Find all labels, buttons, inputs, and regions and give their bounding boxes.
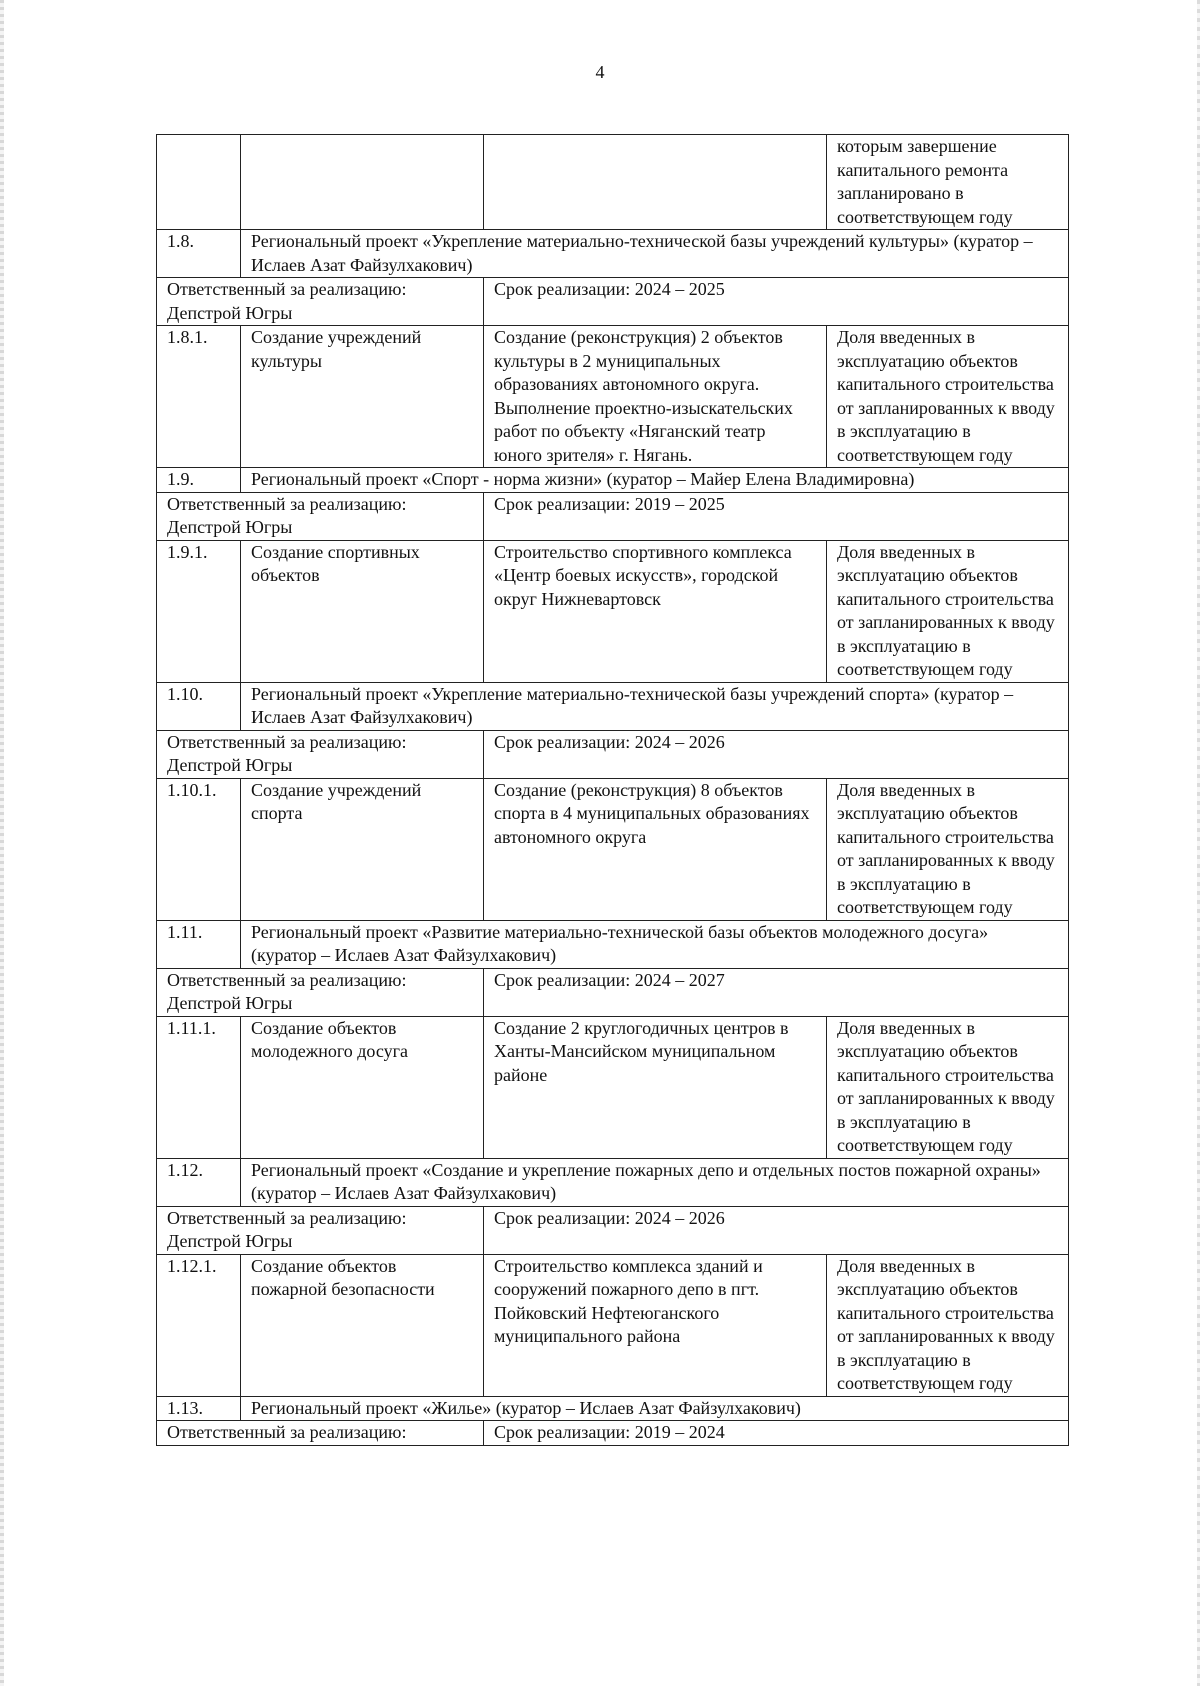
section-period: Срок реализации: 2019 – 2025 [484,492,1069,540]
item-row [157,1254,1069,1396]
page-number: 4 [595,62,605,82]
item-number: 1.11.1. [157,1016,241,1158]
item-name: Создание спортивных объектов [241,540,484,682]
item-indicator: Доля введенных в эксплуатацию объектов капитального строительства от запланированных к вводу в эксплуатацию в соответствующем году [827,1016,1069,1158]
carryover-indicator: которым завершение капитального ремонта запланировано в соответствующем году [827,135,1069,230]
section-responsible: Ответственный за реализацию: Депстрой Югры [157,492,484,540]
item-indicator: Доля введенных в эксплуатацию объектов капитального строительства от запланированных к вводу в эксплуатацию в соответствующем году [827,326,1069,468]
section-title-row [157,468,1069,493]
item-name: Создание учреждений спорта [241,778,484,920]
section-responsible: Ответственный за реализацию: Депстрой Югры [157,730,484,778]
section-title: Региональный проект «Создание и укрепление пожарных депо и отдельных постов пожарной охраны» (куратор – Ислаев Азат Файзулхакович) [241,1158,1069,1206]
section-meta-row [157,730,1069,778]
item-number: 1.9.1. [157,540,241,682]
item-description: Строительство спортивного комплекса «Центр боевых искусств», городской округ Нижневартовск [484,540,827,682]
project-table [156,134,1069,1446]
section-title: Региональный проект «Укрепление материально-технической базы учреждений спорта» (куратор – Ислаев Азат Файзулхакович) [241,682,1069,730]
section-responsible: Ответственный за реализацию: [157,1421,484,1446]
item-number: 1.10.1. [157,778,241,920]
section-title: Региональный проект «Развитие материально-технической базы объектов молодежного досуга» (куратор – Ислаев Азат Файзулхакович) [241,920,1069,968]
section-title: Региональный проект «Жилье» (куратор – Ислаев Азат Файзулхакович) [241,1396,1069,1421]
item-indicator: Доля введенных в эксплуатацию объектов капитального строительства от запланированных к вводу в эксплуатацию в соответствующем году [827,778,1069,920]
item-name: Создание объектов пожарной безопасности [241,1254,484,1396]
item-indicator: Доля введенных в эксплуатацию объектов капитального строительства от запланированных к вводу в эксплуатацию в соответствующем году [827,540,1069,682]
section-title-row [157,1396,1069,1421]
item-indicator: Доля введенных в эксплуатацию объектов капитального строительства от запланированных к вводу в эксплуатацию в соответствующем году [827,1254,1069,1396]
item-name: Создание учреждений культуры [241,326,484,468]
item-name: Создание объектов молодежного досуга [241,1016,484,1158]
section-meta-row [157,968,1069,1016]
section-number: 1.13. [157,1396,241,1421]
section-number: 1.10. [157,682,241,730]
item-row [157,540,1069,682]
item-description: Создание (реконструкция) 8 объектов спорта в 4 муниципальных образованиях автономного округа [484,778,827,920]
section-meta-row [157,278,1069,326]
section-number: 1.11. [157,920,241,968]
item-row [157,778,1069,920]
item-description: Строительство комплекса зданий и сооружений пожарного депо в пгт. Пойковский Нефтеюганского муниципального района [484,1254,827,1396]
item-row [157,1016,1069,1158]
section-meta-row [157,1206,1069,1254]
cell-empty [241,135,484,230]
section-period: Срок реализации: 2024 – 2027 [484,968,1069,1016]
section-period: Срок реализации: 2024 – 2025 [484,278,1069,326]
section-title: Региональный проект «Спорт - норма жизни» (куратор – Майер Елена Владимировна) [241,468,1069,493]
section-responsible: Ответственный за реализацию: Депстрой Югры [157,1206,484,1254]
section-title: Региональный проект «Укрепление материально-технической базы учреждений культуры» (куратор – Ислаев Азат Файзулхакович) [241,230,1069,278]
section-number: 1.9. [157,468,241,493]
carryover-row [157,135,1069,230]
section-period: Срок реализации: 2024 – 2026 [484,730,1069,778]
section-number: 1.8. [157,230,241,278]
section-meta-row [157,1421,1069,1446]
section-title-row [157,1158,1069,1206]
section-title-row [157,230,1069,278]
section-period: Срок реализации: 2019 – 2024 [484,1421,1069,1446]
scan-edge-left [0,0,4,1686]
item-number: 1.8.1. [157,326,241,468]
section-meta-row [157,492,1069,540]
cell-empty [484,135,827,230]
section-title-row [157,682,1069,730]
item-number: 1.12.1. [157,1254,241,1396]
cell-empty [157,135,241,230]
section-responsible: Ответственный за реализацию: Депстрой Югры [157,278,484,326]
section-number: 1.12. [157,1158,241,1206]
item-row [157,326,1069,468]
section-period: Срок реализации: 2024 – 2026 [484,1206,1069,1254]
section-responsible: Ответственный за реализацию: Депстрой Югры [157,968,484,1016]
section-title-row [157,920,1069,968]
item-description: Создание 2 круглогодичных центров в Ханты-Мансийском муниципальном районе [484,1016,827,1158]
item-description: Создание (реконструкция) 2 объектов культуры в 2 муниципальных образованиях автономного округа. Выполнение проектно-изыскательских работ по объекту «Няганский театр юного зрителя» г. Нягань. [484,326,827,468]
